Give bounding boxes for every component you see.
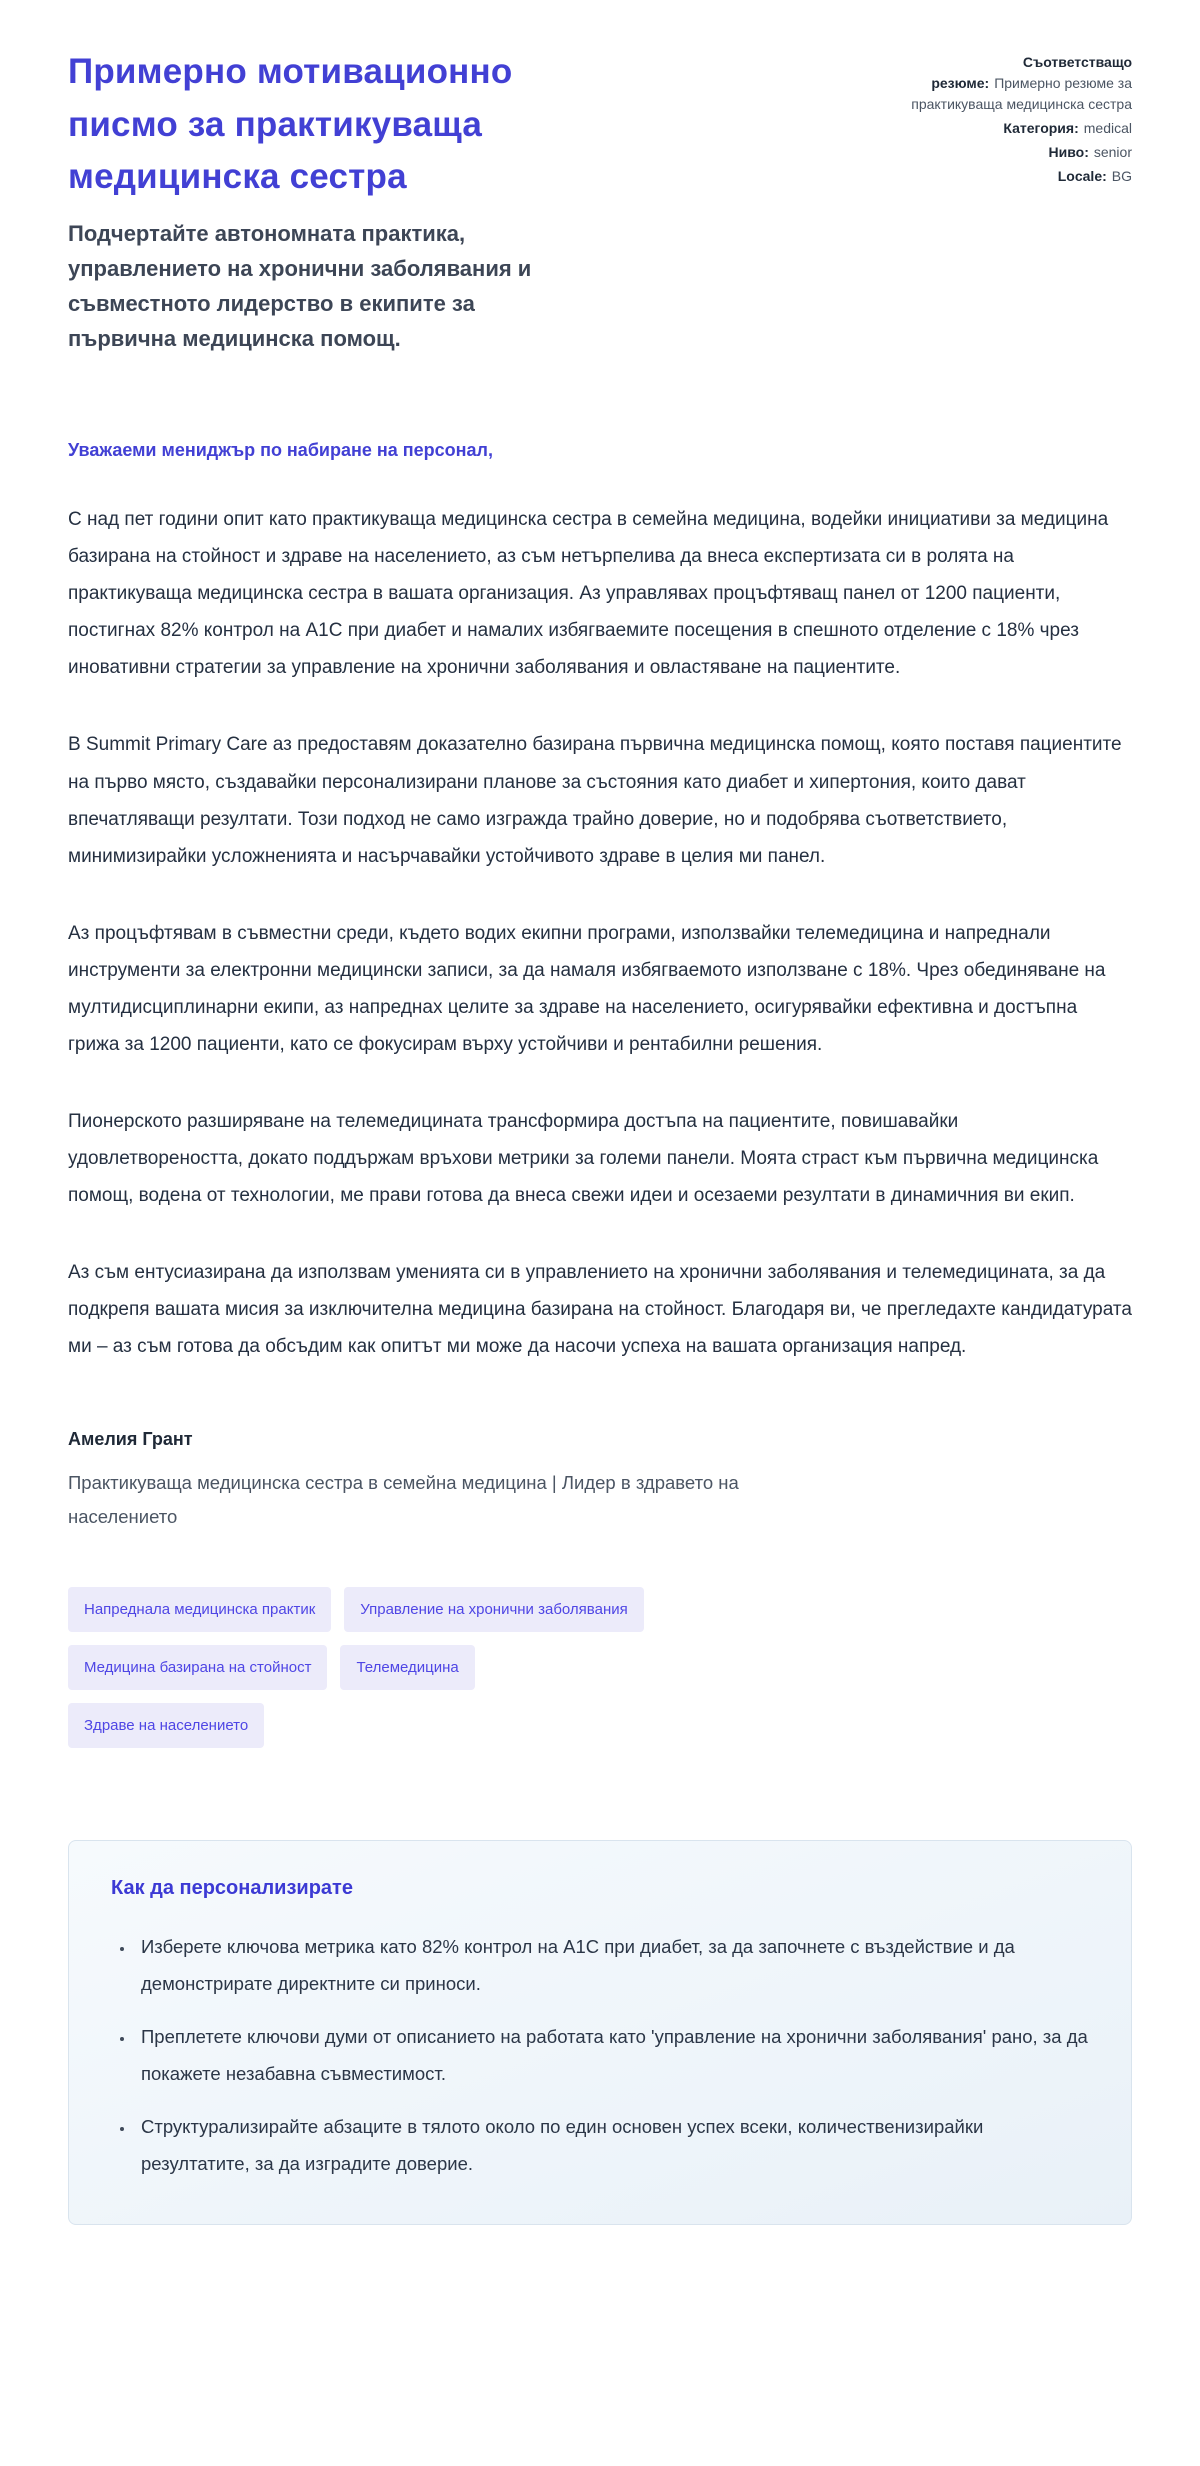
tips-heading: Как да персонализирате <box>111 1876 353 1899</box>
meta-row <box>897 118 1132 139</box>
tag-chip: Управление на хронични заболявания <box>344 1587 643 1632</box>
personalization-tips-box <box>68 1840 1132 2225</box>
signature-block <box>68 1429 1132 1534</box>
tag-chip: Медицина базирана на стойност <box>68 1645 327 1690</box>
tag-chip: Напреднала медицинска практик <box>68 1587 331 1632</box>
meta-label: Съответстващо резюме: <box>931 54 1132 91</box>
page-title: Примерно мотивационно писмо за практикуваща медицинска сестра <box>68 52 513 196</box>
signature-name: Амелия Грант <box>68 1429 193 1450</box>
page-subtitle: Подчертайте автономната практика, управлението на хронични заболявания и съвместното лидерство в екипите за първична медицинска помощ. <box>68 220 532 352</box>
tag-chip: Здраве на населението <box>68 1703 264 1748</box>
tip-item: • Изберете ключова метрика като 82% контрол на A1C при диабет, за да започнете с въздействие и да демонстрирате директните си приноси. <box>135 1928 1089 2002</box>
letter-paragraph: Аз съм ентусиазирана да използвам уменията си в управлението на хронични заболявания и телемедицината, за да подкрепя вашата мисия за изключителна медицина базирана на стойност. Благодаря ви, че прегледахте кандидатурата ми – аз съм готова да обсъдим как опитът ми може да насочи успеха на вашата организация напред. <box>68 1262 1132 1358</box>
letter-paragraph: Аз процъфтявам в съвместни среди, където водих екипни програми, използвайки телемедицина и напреднали инструменти за електронни медицински записи, за да намаля избягваемото използване с 18%. Чрез обединяване на мултидисциплинарни екипи, аз напреднах целите за здраве на населението, осигурявайки ефективна и достъпна грижа за 1200 пациенти, като се фокусирам върху устойчиви и рентабилни решения. <box>68 922 1106 1055</box>
letter-body <box>68 440 1132 1534</box>
tag-list <box>68 1587 668 1748</box>
meta-row <box>897 166 1132 187</box>
meta-value: BG <box>1111 168 1132 184</box>
meta-row <box>897 142 1132 163</box>
meta-label: Категория: <box>1003 120 1079 136</box>
meta-value: senior <box>1093 144 1132 160</box>
greeting: Уважаеми мениджър по набиране на персонал, <box>68 440 493 461</box>
meta-panel <box>897 46 1132 190</box>
meta-value: medical <box>1083 120 1132 136</box>
header <box>68 46 1132 356</box>
letter-paragraph: Пионерското разширяване на телемедицината трансформира достъпа на пациентите, повишавайки удовлетвореността, докато поддържам връхови метрики за големи панели. Моята страст към първична медицинска помощ, водена от технологии, ме прави готова да внеса свежи идеи и осезаеми резултати в динамичния ви екип. <box>68 1110 1099 1206</box>
tag-chip: Телемедицина <box>340 1645 474 1690</box>
meta-label: Locale: <box>1057 168 1107 184</box>
meta-row <box>897 52 1132 115</box>
meta-label: Ниво: <box>1048 144 1089 160</box>
letter-paragraph: С над пет години опит като практикуваща медицинска сестра в семейна медицина, водейки инициативи за медицина базирана на стойност и здраве на населението, аз съм нетърпелива да внеса експертизата си в ролята на практикуваща медицинска сестра в вашата организация. Аз управлявах процъфтяващ панел от 1200 пациенти, постигнах 82% контрол на A1C при диабет и намалих избягваемите посещения в спешното отделение с 18% чрез иновативни стратегии за управление на хронични заболявания и овластяване на пациентите. <box>68 509 1109 679</box>
tips-list <box>111 1928 1089 2182</box>
tip-item: • Структурализирайте абзаците в тялото около по един основен успех всеки, количественизирайки резултатите, за да изградите доверие. <box>135 2108 1089 2182</box>
tip-item: • Преплетете ключови думи от описанието на работата като 'управление на хронични заболявания' рано, за да покажете незабавна съвместимост. <box>135 2018 1089 2092</box>
header-title-block <box>68 46 608 356</box>
letter-paragraphs <box>68 501 1132 1365</box>
meta-value: Примерно резюме за практикуваща медицинска сестра <box>911 75 1132 112</box>
letter-paragraph: В Summit Primary Care аз предоставям доказателно базирана първична медицинска помощ, която поставя пациентите на първо място, създавайки персонализирани планове за състояния като диабет и хипертония, които дават впечатляващи резултати. Този подход не само изгражда трайно доверие, но и подобрява съответствието, минимизирайки усложненията и насърчавайки устойчивото здраве в целия ми панел. <box>68 734 1122 867</box>
signature-title: Практикуваща медицинска сестра в семейна медицина | Лидер в здравето на населението <box>68 1472 739 1528</box>
